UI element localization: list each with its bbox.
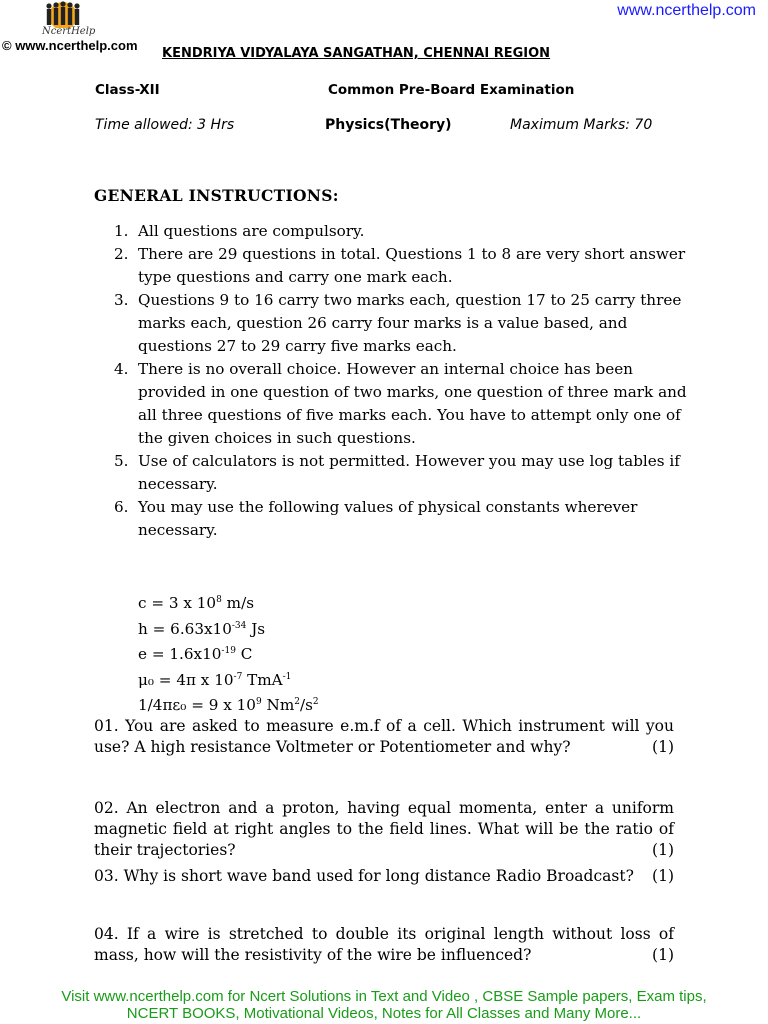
instruction-text: All questions are compulsory. xyxy=(138,222,365,240)
constant-mu0: μ₀ = 4π x $10^{-7}$ TmA$^{-1}$ xyxy=(138,670,292,689)
logo-people-icon xyxy=(28,0,98,28)
class-label: Class-XII xyxy=(95,82,160,98)
instructions-list xyxy=(114,220,694,542)
exam-title: Common Pre-Board Examination xyxy=(328,82,575,98)
footer-line-2[interactable]: NCERT BOOKS, Motivational Videos, Notes for All Classes and Many More... xyxy=(126,1005,642,1022)
question-text: 04. If a wire is stretched to double its original length without loss of mass, how will the resistivity of the wire be influenced? xyxy=(94,925,674,964)
instruction-item xyxy=(114,358,694,450)
site-link[interactable]: www.ncerthelp.com xyxy=(617,2,756,19)
copyright-text: © www.ncerthelp.com xyxy=(2,38,138,53)
question-04 xyxy=(94,924,674,966)
time-allowed: Time allowed: 3 Hrs xyxy=(95,117,235,133)
question-01 xyxy=(94,716,674,758)
region-title: KENDRIYA VIDYALAYA SANGATHAN, CHENNAI REGION xyxy=(162,46,551,61)
instruction-item xyxy=(114,496,694,542)
constant-e: $e = 1.6x10^{-19}$ C xyxy=(138,645,253,663)
question-marks: (1) xyxy=(652,841,674,859)
instruction-number: 2. xyxy=(114,245,129,263)
footer-promo xyxy=(0,988,768,1022)
question-marks: (1) xyxy=(652,867,674,885)
footer-line-1[interactable]: Visit www.ncerthelp.com for Ncert Solutions in Text and Video , CBSE Sample papers, Exam tips, xyxy=(61,988,707,1005)
instruction-item xyxy=(114,220,694,243)
physical-constants xyxy=(138,589,319,717)
instruction-number: 3. xyxy=(114,291,129,309)
question-text: 02. An electron and a proton, having equal momenta, enter a uniform magnetic field at right angles to the field lines. What will be the ratio of their trajectories? xyxy=(94,799,674,859)
question-02 xyxy=(94,798,674,861)
instruction-text: Questions 9 to 16 carry two marks each, question 17 to 25 carry three marks each, question 26 carry four marks is a value based, and questions 27 to 29 carry five marks each. xyxy=(138,291,682,355)
logo-text: NcertHelp xyxy=(42,26,96,37)
subject-title: Physics(Theory) xyxy=(325,117,452,133)
question-text: 03. Why is short wave band used for long distance Radio Broadcast? xyxy=(94,867,634,885)
instruction-item xyxy=(114,243,694,289)
question-03 xyxy=(94,866,674,887)
question-text: 01. You are asked to measure e.m.f of a cell. Which instrument will you use? A high resistance Voltmeter or Potentiometer and why? xyxy=(94,717,674,756)
instruction-item xyxy=(114,289,694,358)
instruction-text: There is no overall choice. However an internal choice has been provided in one question of two marks, one question of three mark and all three questions of five marks each. You have to attempt only one of the given choices in such questions. xyxy=(138,360,687,447)
instruction-text: There are 29 questions in total. Questions 1 to 8 are very short answer type questions and carry one mark each. xyxy=(138,245,686,286)
instructions-heading: GENERAL INSTRUCTIONS: xyxy=(94,186,339,205)
max-marks: Maximum Marks: 70 xyxy=(510,117,653,133)
instruction-number: 1. xyxy=(114,222,129,240)
constant-k: 1/4πε₀ = 9 x $10^9$ $Nm^2/s^2$ xyxy=(138,696,319,714)
instruction-number: 6. xyxy=(114,498,129,516)
instruction-text: Use of calculators is not permitted. However you may use log tables if necessary. xyxy=(138,452,680,493)
instruction-number: 5. xyxy=(114,452,129,470)
constant-c: c = 3 x $10^8$ m/s xyxy=(138,594,254,612)
question-marks: (1) xyxy=(652,738,674,756)
question-marks: (1) xyxy=(652,946,674,964)
constant-h: $h = 6.63x10^{-34}$ Js xyxy=(138,619,266,638)
instruction-item xyxy=(114,450,694,496)
instruction-number: 4. xyxy=(114,360,129,378)
instruction-text: You may use the following values of physical constants wherever necessary. xyxy=(138,498,638,539)
